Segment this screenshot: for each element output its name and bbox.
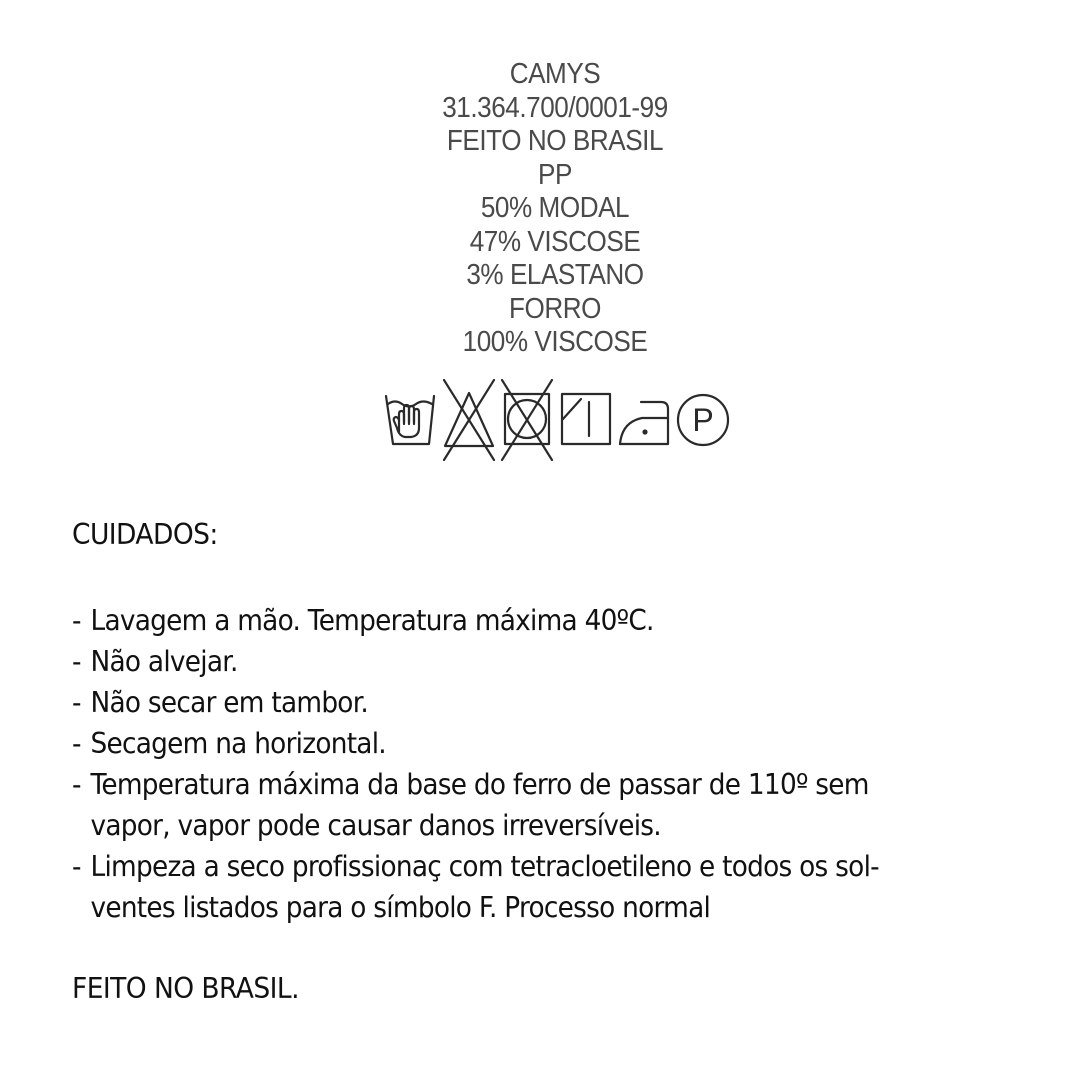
company-registration-number: 31.364.700/0001-99 [442, 91, 668, 124]
care-item-no-bleach: Não alvejar. [90, 645, 238, 678]
care-instructions [72, 512, 1032, 928]
composition-modal: 50% MODAL [480, 192, 630, 224]
brand-name: CAMYS [509, 58, 601, 90]
origin-text: FEITO NO BRASIL [446, 125, 664, 157]
care-item-hand-wash: Lavagem a mão. Temperatura máxima 40ºC. [90, 604, 654, 637]
care-item-iron-line-2: vapor, vapor pode causar danos irreversíveis. [90, 809, 661, 842]
list-item [72, 846, 1034, 928]
footer-origin: FEITO NO BRASIL. [72, 972, 299, 1005]
list-bullet: - [72, 768, 81, 801]
care-item-dry-flat: Secagem na horizontal. [90, 727, 386, 760]
garment-label [56, 58, 1055, 360]
list-item [72, 600, 1034, 641]
list-item [72, 764, 1034, 846]
dry-clean-letter: P [692, 402, 714, 438]
care-list [72, 600, 1034, 928]
do-not-tumble-dry-icon [499, 378, 555, 462]
list-bullet: - [72, 645, 81, 678]
list-item [72, 641, 1034, 682]
size-text: PP [538, 158, 572, 191]
dry-flat-icon [559, 378, 613, 462]
list-item [72, 723, 1034, 764]
lining-heading: FORRO [509, 292, 601, 325]
iron-low-heat-icon [617, 378, 671, 462]
care-item-no-tumble-dry: Não secar em tambor. [90, 686, 369, 719]
care-item-dry-clean-line-2: ventes listados para o símbolo F. Processo normal [90, 891, 711, 924]
lining-composition: 100% VISCOSE [462, 326, 648, 358]
composition-viscose: 47% VISCOSE [469, 225, 641, 258]
care-symbols-row [383, 378, 733, 462]
list-item [72, 682, 1034, 723]
list-bullet: - [72, 850, 81, 883]
professional-dry-clean-p-icon [675, 378, 731, 462]
composition-elastane: 3% ELASTANO [466, 259, 644, 291]
do-not-bleach-icon [440, 378, 498, 462]
hand-wash-icon [383, 378, 437, 462]
list-bullet: - [72, 604, 81, 637]
care-item-iron-line-1: Temperatura máxima da base do ferro de passar de 110º sem [90, 768, 869, 801]
list-bullet: - [72, 727, 81, 760]
list-bullet: - [72, 686, 81, 719]
care-heading: CUIDADOS: [72, 518, 218, 551]
care-item-dry-clean-line-1: Limpeza a seco profissionaç com tetracloetileno e todos os sol- [90, 850, 879, 883]
